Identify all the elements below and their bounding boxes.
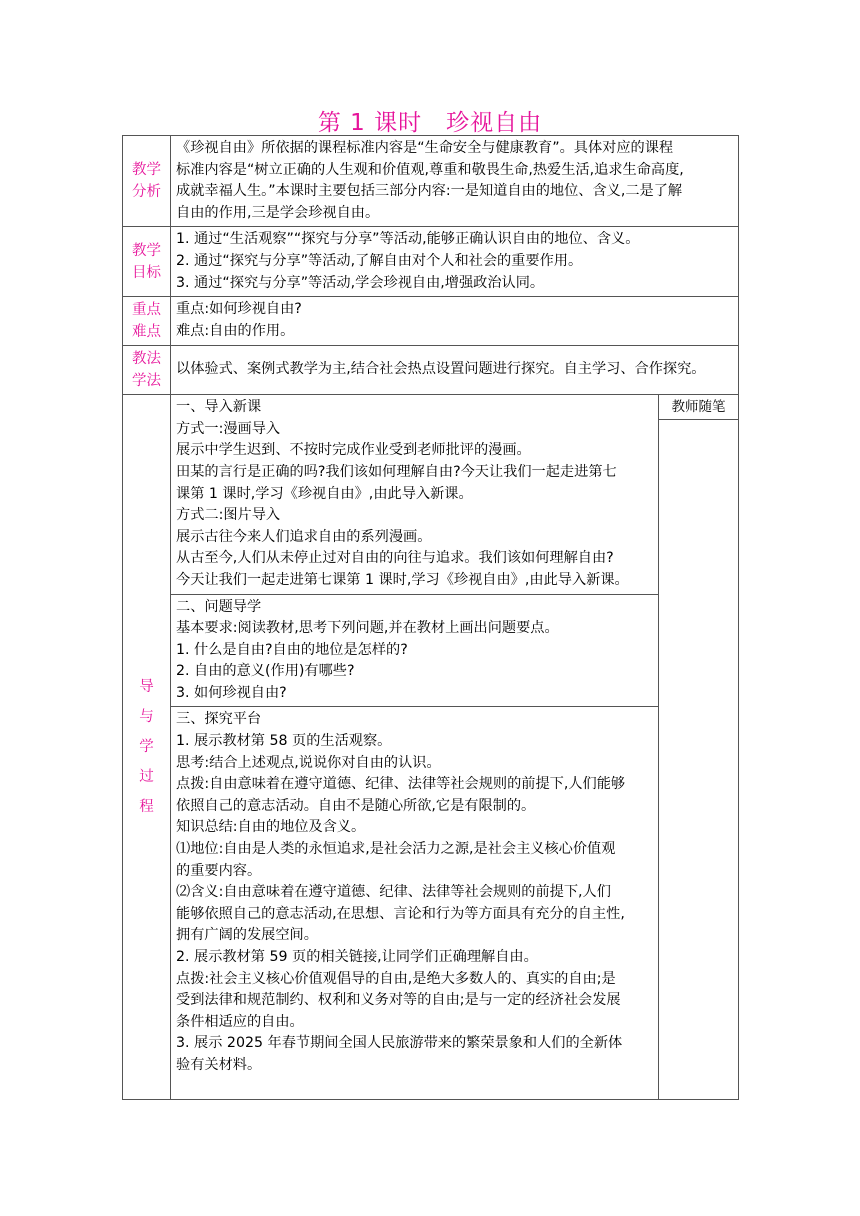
label-line: 教学 xyxy=(132,162,161,179)
text-line: ⑴地位:自由是人类的永恒追求,是社会活力之源,是社会主义核心价值观 xyxy=(176,841,616,858)
label-line: 目标 xyxy=(132,264,161,281)
label-line: 学法 xyxy=(132,373,161,390)
row-teaching-analysis xyxy=(123,136,739,227)
text-line: 难点:自由的作用。 xyxy=(176,322,295,339)
label-line: 导 xyxy=(139,679,154,696)
text-line: 3. 如何珍视自由? xyxy=(176,684,287,701)
text-line: 田某的言行是正确的吗?我们该如何理解自由?今天让我们一起走进第七 xyxy=(176,463,617,480)
row-label xyxy=(123,227,171,297)
text-line: 思考:结合上述观点,说说你对自由的认识。 xyxy=(176,754,441,771)
text-line: ⑵含义:自由意味着在遵守道德、纪律、法律等社会规则的前提下,人们 xyxy=(176,884,611,901)
text-line: 1. 通过“生活观察”“探究与分享”等活动,能够正确认识自由的地位、含义。 xyxy=(176,231,640,248)
label-line: 教法 xyxy=(132,351,161,368)
text-line: 方式一:漫画导入 xyxy=(176,420,281,437)
text-line: 受到法律和规范制约、权利和义务对等的自由;是与一定的经济社会发展 xyxy=(176,992,621,1009)
text-line: 今天让我们一起走进第七课第 1 课时,学习《珍视自由》,由此导入新课。 xyxy=(176,571,629,588)
text-line: 条件相适应的自由。 xyxy=(176,1013,304,1030)
text-line: 点拨:自由意味着在遵守道德、纪律、法律等社会规则的前提下,人们能够 xyxy=(176,776,626,793)
lesson-plan-table xyxy=(122,135,739,1100)
text-line: 一、导入新课 xyxy=(176,399,262,416)
text-line: 成就幸福人生。”本课时主要包括三部分内容:一是知道自由的地位、含义,二是了解 xyxy=(176,183,683,200)
row-content xyxy=(171,297,739,346)
text-line: 三、探究平台 xyxy=(176,711,262,728)
text-line: 点拨:社会主义核心价值观倡导的自由,是绝大多数人的、真实的自由;是 xyxy=(176,970,616,987)
row-label xyxy=(123,346,171,395)
row-label xyxy=(123,297,171,346)
notes-column xyxy=(659,395,739,1100)
section-questions xyxy=(171,595,658,708)
label-line: 分析 xyxy=(132,184,161,201)
page-title: 第 1 课时 珍视自由 xyxy=(317,110,543,136)
label-line: 过 xyxy=(139,769,154,786)
label-line: 重点 xyxy=(132,302,161,319)
text-line: 3. 通过“探究与分享”等活动,学会珍视自由,增强政治认同。 xyxy=(176,274,545,291)
row-label xyxy=(123,395,171,1100)
row-methods xyxy=(123,346,739,395)
text-line: 2. 通过“探究与分享”等活动,了解自由对个人和社会的重要作用。 xyxy=(176,252,583,269)
text-line: 能够依照自己的意志活动,在思想、言论和行为等方面具有充分的自主性, xyxy=(176,905,625,922)
row-content xyxy=(171,346,739,395)
label-line: 程 xyxy=(139,799,154,816)
section-exploration xyxy=(171,707,658,1099)
text-line: 二、问题导学 xyxy=(176,598,262,615)
text-line: 知识总结:自由的地位及含义。 xyxy=(176,819,366,836)
notes-header: 教师随笔 xyxy=(659,395,738,420)
label-line: 学 xyxy=(139,739,154,756)
text-line: 展示古往今来人们追求自由的系列漫画。 xyxy=(176,528,432,545)
process-content xyxy=(171,395,659,1100)
text-line: 2. 自由的意义(作用)有哪些? xyxy=(176,663,355,680)
label-line: 教学 xyxy=(132,242,161,259)
text-line: 2. 展示教材第 59 页的相关链接,让同学们正确理解自由。 xyxy=(176,949,538,965)
text-line: 的重要内容。 xyxy=(176,862,262,879)
row-key-points xyxy=(123,297,739,346)
row-label xyxy=(123,136,171,227)
row-teaching-goals xyxy=(123,227,739,297)
text-line: 拥有广阔的发展空间。 xyxy=(176,927,318,944)
text-line: 自由的作用,三是学会珍视自由。 xyxy=(176,204,380,221)
text-line: 基本要求:阅读教材,思考下列问题,并在教材上画出问题要点。 xyxy=(176,620,559,637)
text-line: 标准内容是“树立正确的人生观和价值观,尊重和敬畏生命,热爱生活,追求生命高度, xyxy=(176,161,684,178)
row-content xyxy=(171,136,739,227)
label-line: 难点 xyxy=(132,324,161,341)
text-line: 1. 展示教材第 58 页的生活观察。 xyxy=(176,733,392,750)
text-line: 依照自己的意志活动。自由不是随心所欲,它是有限制的。 xyxy=(176,797,536,814)
text-line: 1. 什么是自由?自由的地位是怎样的? xyxy=(176,641,408,658)
text-line: 方式二:图片导入 xyxy=(176,507,281,524)
text-line: 《珍视自由》所依据的课程标准内容是“生命安全与健康教育”。具体对应的课程 xyxy=(176,140,674,156)
text-line: 重点:如何珍视自由? xyxy=(176,301,302,318)
text-line: 以体验式、案例式教学为主,结合社会热点设置问题进行探究。自主学习、合作探究。 xyxy=(176,361,706,378)
text-line: 从古至今,人们从未停止过对自由的向往与追求。我们该如何理解自由? xyxy=(176,550,614,567)
text-line: 课第 1 课时,学习《珍视自由》,由此导入新课。 xyxy=(176,485,473,502)
text-line: 验有关材料。 xyxy=(176,1056,262,1073)
text-line: 3. 展示 2025 年春节期间全国人民旅游带来的繁荣景象和人们的全新体 xyxy=(176,1035,623,1052)
text-line: 展示中学生迟到、不按时完成作业受到老师批评的漫画。 xyxy=(176,442,531,459)
section-intro xyxy=(171,395,658,594)
row-process xyxy=(123,395,739,1100)
row-content xyxy=(171,227,739,297)
label-line: 与 xyxy=(139,709,154,726)
